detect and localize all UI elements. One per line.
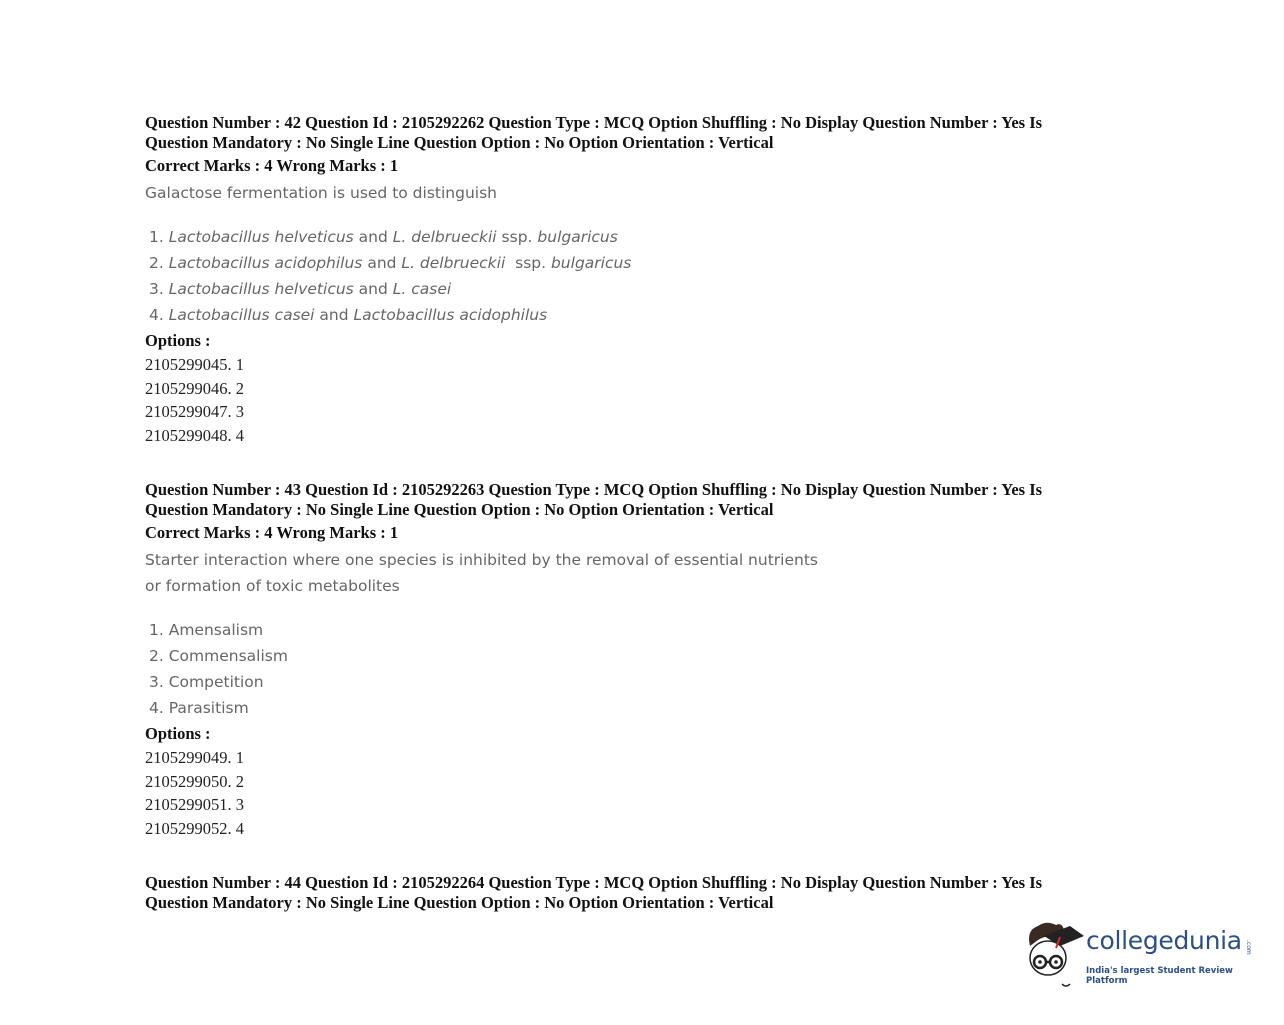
choice-item: 1. Amensalism (149, 621, 264, 639)
choice-item: 1. Lactobacillus helveticus and L. delbrueckii ssp. bulgaricus (149, 228, 618, 246)
option-item: 2105299045. 1 (145, 355, 244, 374)
mascot-icon (1022, 916, 1084, 992)
option-item: 2105299048. 4 (145, 426, 244, 446)
question-43-text: Starter interaction where one species is inhibited by the removal of essential nutrients or formation of toxic metabolites (145, 551, 818, 595)
question-42-marks: Correct Marks : 4 Wrong Marks : 1 (145, 156, 399, 175)
choice-item: 4. Lactobacillus casei and Lactobacillus acidophilus (149, 306, 548, 324)
option-item: 2105299052. 4 (145, 819, 244, 839)
choice-item: 3. Lactobacillus helveticus and L. casei (149, 280, 452, 298)
question-42-options-title: Options : (145, 331, 211, 350)
question-42-choices (149, 224, 631, 328)
question-42-text: Galactose fermentation is used to distinguish (145, 184, 497, 202)
question-42-options (145, 353, 244, 448)
choice-item: 4. Parasitism (149, 699, 249, 717)
question-42-header: Question Number : 42 Question Id : 2105292262 Question Type : MCQ Option Shuffling : No Display Question Number : Yes Is Question Mandatory : No Single Line Question Option : No Option Orientation : Vertical (145, 113, 1043, 152)
logo-wordmark: collegedunia (1086, 926, 1242, 955)
question-43-options (145, 746, 244, 841)
choice-item: 2. Commensalism (149, 647, 288, 665)
question-43-marks: Correct Marks : 4 Wrong Marks : 1 (145, 523, 399, 542)
option-item: 2105299050. 2 (145, 771, 244, 791)
choice-item: 3. Competition (149, 673, 264, 691)
option-item: 2105299046. 2 (145, 378, 244, 398)
option-item: 2105299049. 1 (145, 748, 244, 767)
collegedunia-logo[interactable] (1022, 916, 1262, 992)
option-item: 2105299051. 3 (145, 795, 244, 815)
logo-tagline: India's largest Student Review Platform (1086, 966, 1233, 986)
option-item: 2105299047. 3 (145, 402, 244, 422)
question-44-header: Question Number : 44 Question Id : 2105292264 Question Type : MCQ Option Shuffling : No Display Question Number : Yes Is Question Mandatory : No Single Line Question Option : No Option Orientation : Vertical (145, 873, 1043, 912)
logo-com-suffix: .com (1245, 940, 1252, 955)
choice-item: 2. Lactobacillus acidophilus and L. delbrueckii ssp. bulgaricus (149, 254, 632, 272)
question-43-choices (149, 617, 288, 721)
question-43-header: Question Number : 43 Question Id : 2105292263 Question Type : MCQ Option Shuffling : No Display Question Number : Yes Is Question Mandatory : No Single Line Question Option : No Option Orientation : Vertical (145, 480, 1043, 519)
question-43-options-title: Options : (145, 724, 211, 743)
